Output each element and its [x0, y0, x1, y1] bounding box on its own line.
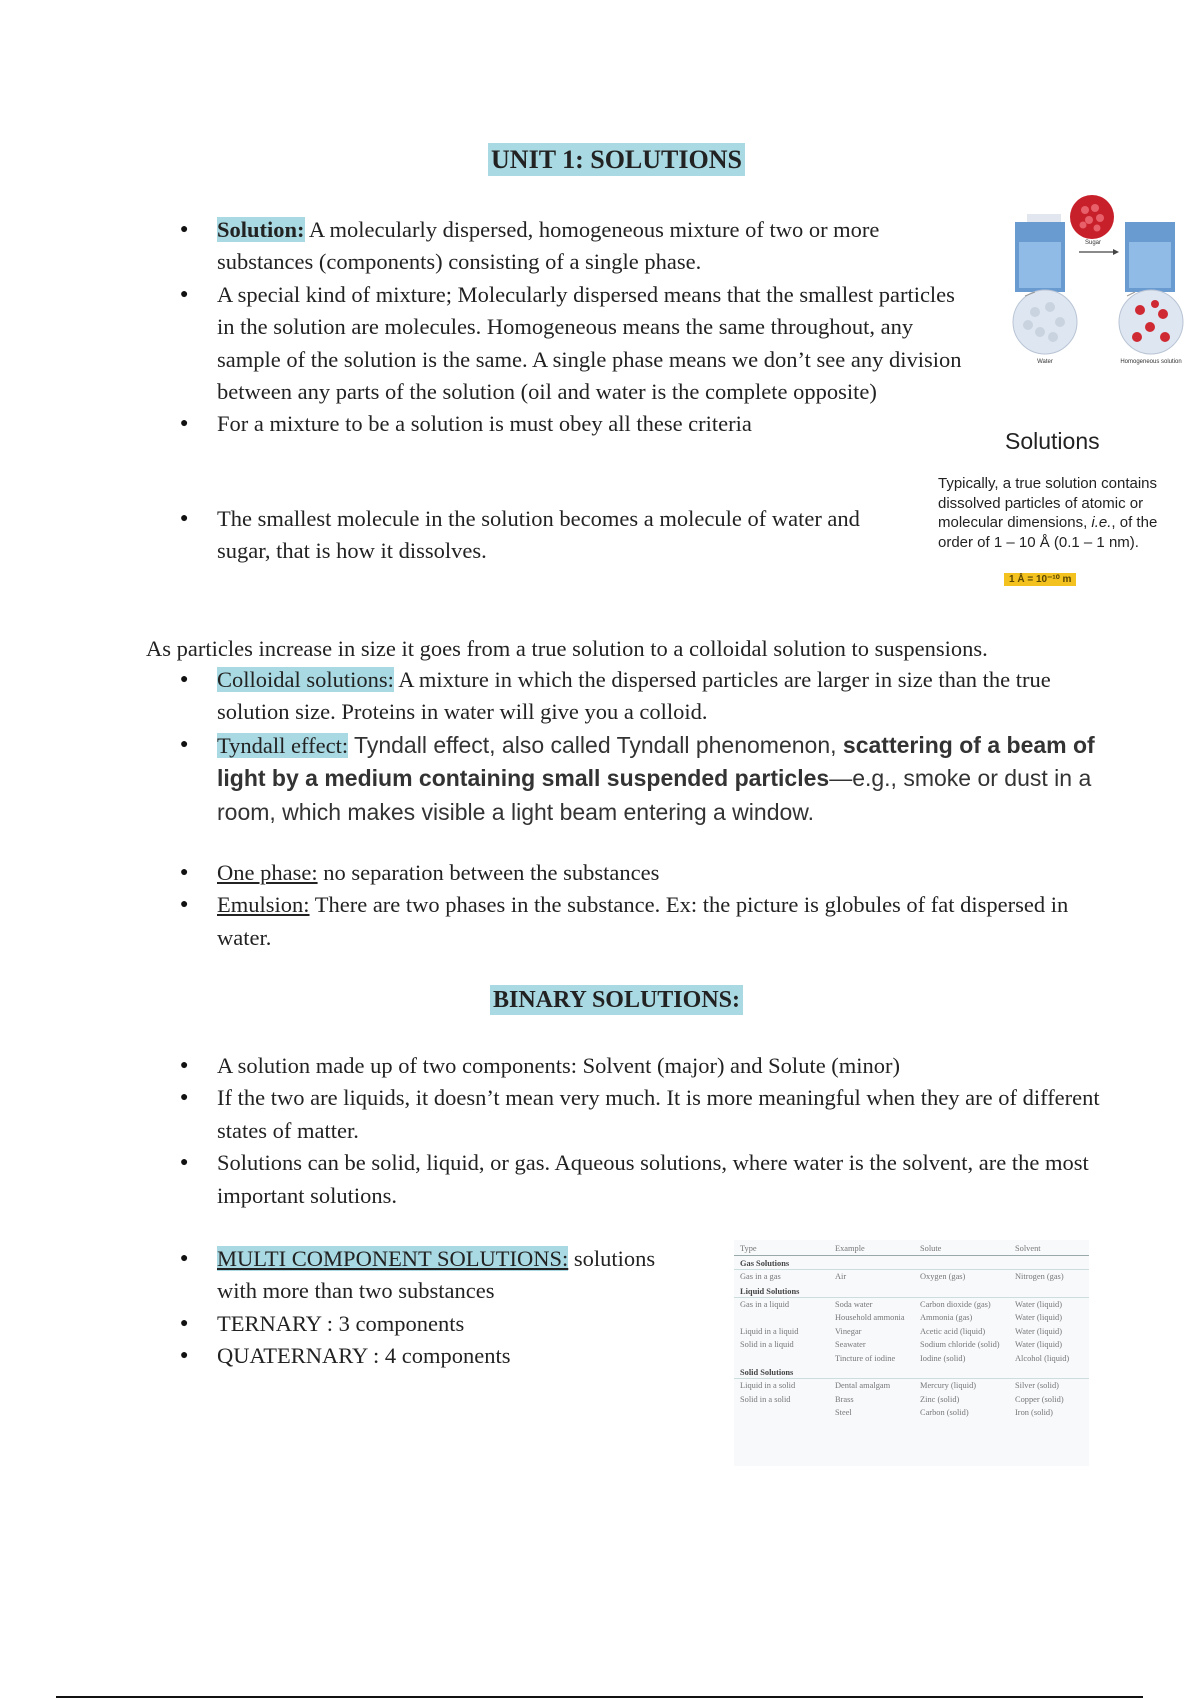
bullet-text: A molecularly dispersed, homogeneous mixture of two or more substances (components) consisting of a single phase.	[217, 217, 880, 275]
table-cell: Iron (solid)	[1015, 1408, 1053, 1417]
table-cell: Oxygen (gas)	[920, 1272, 966, 1281]
table-header	[734, 1240, 1089, 1256]
table-cell: Liquid in a liquid	[740, 1326, 799, 1336]
page-title-text: UNIT 1: SOLUTIONS	[488, 143, 745, 176]
table-row	[734, 1270, 1089, 1284]
table-header-cell: Type	[740, 1244, 757, 1253]
table-cell: Ammonia (gas)	[920, 1313, 973, 1322]
table-cell: Sodium chloride (solid)	[920, 1340, 1000, 1349]
list-item	[180, 1050, 1100, 1082]
list-item	[180, 1243, 700, 1308]
list-item	[180, 1082, 1100, 1147]
term-multi-component: MULTI COMPONENT SOLUTIONS:	[217, 1246, 569, 1271]
list-item	[180, 664, 1100, 729]
table-cell: Nitrogen (gas)	[1015, 1272, 1064, 1281]
table-row	[734, 1352, 1089, 1366]
table-cell: Carbon (solid)	[920, 1408, 969, 1417]
table-cell: Seawater	[835, 1340, 866, 1349]
table-header-cell: Example	[835, 1244, 865, 1253]
table-header-cell: Solvent	[1015, 1244, 1041, 1253]
table-cell: Soda water	[835, 1299, 873, 1309]
table-cell	[740, 1352, 835, 1366]
table-section-heading: Gas Solutions	[734, 1256, 1089, 1270]
sugar-cube-icon	[1070, 195, 1114, 239]
bullet-text: A special kind of mixture; Molecularly dispersed means that the smallest particles in the solution are molecules. Homogeneous means the same throughout, any sample of the solution is the same. A single phase means we don’t see any division between any parts of the solution (oil and water is the complete opposite)	[217, 281, 962, 405]
table-cell: Water (liquid)	[1015, 1340, 1062, 1349]
binary-bullet-list	[180, 1050, 1100, 1212]
table-cell: Steel	[835, 1408, 852, 1417]
list-item	[180, 729, 1100, 829]
multi-bullet-list	[180, 1243, 700, 1373]
caption-ie: i.e.	[1091, 514, 1112, 531]
term-one-phase: One phase:	[217, 860, 318, 885]
phase-bullet-list	[180, 857, 1100, 954]
intro-bullet-list	[180, 214, 970, 441]
table-cell: Water (liquid)	[1015, 1313, 1062, 1322]
tyndall-bold-text: scattering of a beam of light by a medium containing small suspended particles	[217, 731, 1095, 792]
table-cell: Solid in a solid	[740, 1394, 791, 1404]
label-water: Water	[1037, 359, 1053, 365]
table-cell: Air	[835, 1272, 847, 1281]
table-cell: Solid in a liquid	[740, 1340, 794, 1349]
colloid-bullet-list	[180, 664, 1100, 829]
list-item	[180, 1340, 700, 1372]
list-item	[180, 857, 1100, 889]
bullet-text: A solution made up of two components: Solvent (major) and Solute (minor)	[217, 1053, 901, 1078]
list-item	[180, 279, 970, 409]
term-emulsion: Emulsion:	[217, 892, 310, 918]
table-body	[734, 1256, 1089, 1420]
table-cell: Acetic acid (liquid)	[920, 1326, 986, 1336]
table-cell: Gas in a liquid	[740, 1299, 790, 1309]
table-cell	[740, 1406, 835, 1420]
table-cell: Silver (solid)	[1015, 1381, 1059, 1390]
table-cell: Copper (solid)	[1015, 1394, 1064, 1404]
table-section-heading: Liquid Solutions	[734, 1284, 1089, 1298]
angstrom-badge: 1 Å = 10⁻¹⁰ m	[1004, 573, 1076, 586]
tyndall-text: Tyndall effect, also called Tyndall phenomenon,	[348, 731, 843, 758]
table-cell: Household ammonia	[835, 1313, 905, 1322]
table-cell: Carbon dioxide (gas)	[920, 1299, 991, 1309]
table-cell: Dental amalgam	[835, 1381, 891, 1390]
table-cell: Gas in a gas	[740, 1272, 781, 1281]
caption-text: Typically, a true solution contains dissolved particles of atomic or molecular dimensions,	[938, 475, 1158, 531]
table-cell: Iodine (solid)	[920, 1353, 966, 1363]
bullet-text: If the two are liquids, it doesn’t mean very much. It is more meaningful when they are of different states of matter.	[217, 1085, 1100, 1143]
caption-text-2: , of the order of 1 – 10 Å (0.1 – 1 nm).	[938, 514, 1158, 551]
table-cell: Liquid in a solid	[740, 1381, 796, 1390]
figure-heading: Solutions	[1005, 428, 1100, 454]
bullet-text: solutions with more than two substances	[217, 1246, 656, 1304]
solution-types-table	[734, 1240, 1089, 1466]
term-tyndall: Tyndall effect:	[217, 732, 349, 758]
table-cell: Water (liquid)	[1015, 1326, 1062, 1336]
page-bottom-rule	[56, 1696, 1143, 1698]
bullet-text: A mixture in which the dispersed particles are larger in size than the true solution size. Proteins in water will give you a colloid.	[217, 667, 1051, 725]
table-cell: Tincture of iodine	[835, 1353, 896, 1363]
term-solution: Solution:	[217, 217, 305, 242]
table-header-cell: Solute	[920, 1244, 942, 1253]
table-cell: Brass	[835, 1394, 854, 1404]
table-cell: Mercury (liquid)	[920, 1381, 977, 1390]
table-cell: Alcohol (liquid)	[1015, 1353, 1070, 1363]
table-cell	[740, 1311, 835, 1325]
binary-heading	[0, 987, 1200, 1014]
table-row	[734, 1379, 1089, 1393]
term-colloidal: Colloidal solutions:	[217, 667, 394, 692]
paragraph-particle-size: As particles increase in size it goes from a true solution to a colloidal solution to suspensions.	[146, 636, 988, 661]
list-item	[180, 503, 890, 568]
binary-heading-text: BINARY SOLUTIONS:	[490, 985, 743, 1015]
bullet-text: QUATERNARY : 4 components	[217, 1343, 511, 1369]
table-row	[734, 1325, 1089, 1339]
list-item	[180, 889, 1100, 954]
table-cell: Water (liquid)	[1015, 1299, 1062, 1309]
table-section-heading: Solid Solutions	[734, 1365, 1089, 1379]
table-cell: Vinegar	[835, 1326, 862, 1336]
tyndall-text-2: —e.g., smoke or dust in a room, which makes visible a light beam entering a window.	[217, 765, 1092, 825]
page-title	[0, 145, 1200, 175]
figure-caption	[938, 474, 1188, 552]
table-cell: Zinc (solid)	[920, 1394, 960, 1404]
bullet-text: For a mixture to be a solution is must obey all these criteria	[217, 411, 752, 437]
table-row	[734, 1406, 1089, 1420]
table-row	[734, 1311, 1089, 1325]
list-item	[180, 214, 970, 279]
bullet-text: no separation between the substances	[317, 860, 660, 885]
table-row	[734, 1298, 1089, 1312]
solution-figure	[1005, 192, 1185, 367]
list-item	[180, 1147, 1100, 1212]
bullet-text: Solutions can be solid, liquid, or gas. Aqueous solutions, where water is the solvent, are the most important solutions.	[217, 1150, 1089, 1208]
list-item	[180, 1308, 700, 1340]
solution-illustration	[1005, 192, 1185, 367]
table-row	[734, 1393, 1089, 1407]
intro-bullet-list-2	[180, 503, 890, 568]
label-homogeneous: Homogeneous solution	[1120, 359, 1182, 365]
table-row	[734, 1338, 1089, 1352]
bullet-text: There are two phases in the substance. Ex: the picture is globules of fat dispersed in water.	[217, 892, 1069, 950]
bullet-text: TERNARY : 3 components	[217, 1310, 465, 1336]
label-sugar: Sugar	[1084, 240, 1102, 246]
list-item	[180, 408, 970, 440]
bullet-text: The smallest molecule in the solution becomes a molecule of water and sugar, that is how it dissolves.	[217, 506, 860, 564]
